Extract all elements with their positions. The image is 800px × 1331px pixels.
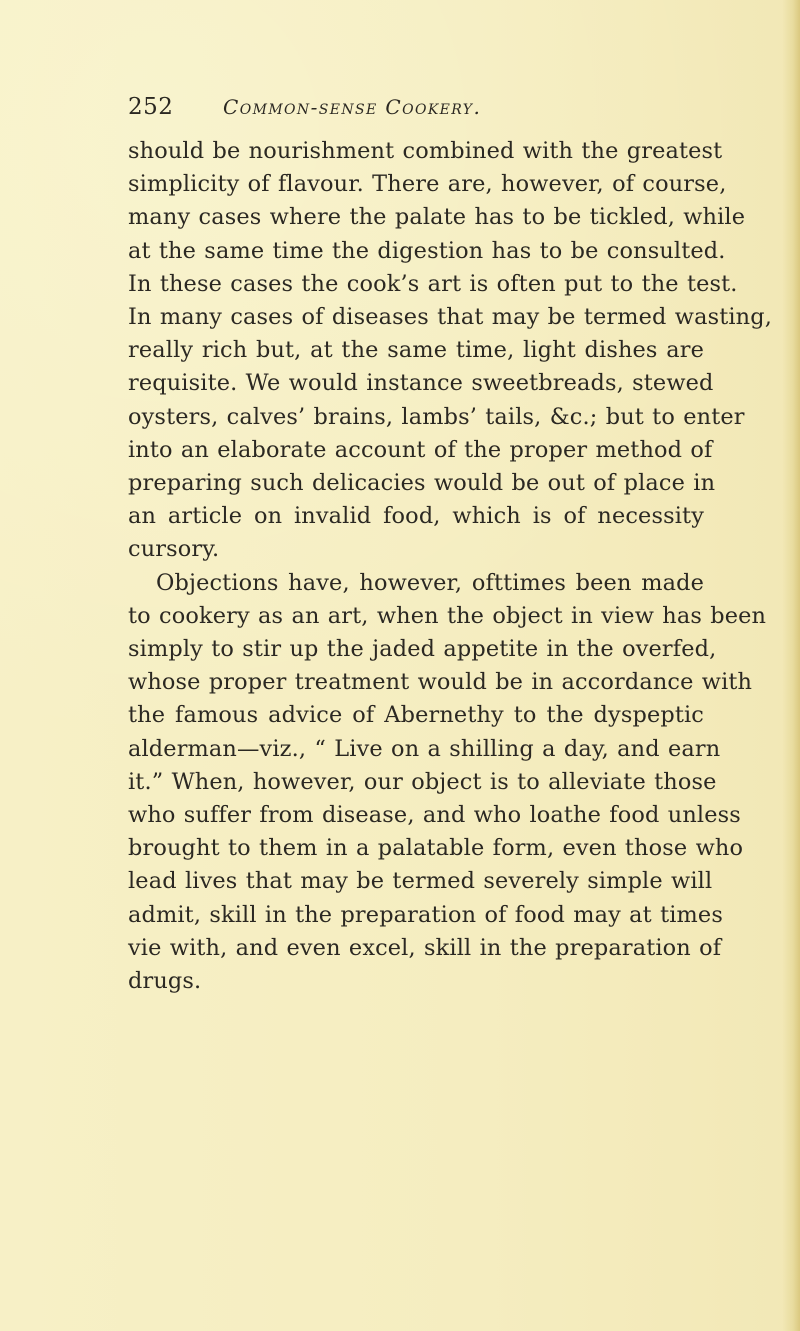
text-line: vie with, and even excel, skill in the preparation of bbox=[128, 934, 722, 961]
text-line: whose proper treatment would be in accordance with bbox=[128, 669, 753, 696]
text-line: brought to them in a palatable form, even those who bbox=[128, 835, 744, 862]
paragraph-start-line: Objections have, however, ofttimes been made bbox=[156, 569, 704, 596]
text-line: requisite. We would instance sweetbreads, stewed bbox=[128, 370, 714, 397]
text-line: simply to stir up the jaded appetite in the overfed, bbox=[128, 636, 717, 663]
text-line: simplicity of flavour. There are, however, of course, bbox=[128, 171, 727, 198]
running-head: Common-sense Cookery. bbox=[223, 95, 482, 119]
text-line: many cases where the palate has to be tickled, while bbox=[128, 204, 746, 231]
text-line: should be nourishment combined with the greatest bbox=[128, 138, 723, 164]
text-line: preparing such delicacies would be out of place in bbox=[128, 470, 716, 497]
text-line: an article on invalid food, which is of necessity bbox=[128, 503, 704, 530]
text-line: the famous advice of Abernethy to the dyspeptic bbox=[128, 702, 704, 729]
text-line: In these cases the cook’s art is often put to the test. bbox=[128, 270, 738, 297]
text-line: really rich but, at the same time, light dishes are bbox=[128, 337, 704, 364]
text-line: oysters, calves’ brains, lambs’ tails, &c.; but to enter bbox=[128, 403, 745, 430]
text-line: into an elaborate account of the proper method of bbox=[128, 436, 713, 463]
text-line: to cookery as an art, when the object in view has been bbox=[128, 602, 767, 629]
text-line: at the same time the digestion has to be consulted. bbox=[128, 237, 726, 264]
text-line: cursory. bbox=[128, 536, 220, 563]
body-text bbox=[128, 135, 773, 998]
page-header bbox=[128, 94, 688, 130]
text-line: it.” When, however, our object is to alleviate those bbox=[128, 768, 717, 795]
text-line: In many cases of diseases that may be termed wasting, bbox=[128, 304, 773, 331]
text-line: lead lives that may be termed severely simple will bbox=[128, 868, 713, 895]
text-line: alderman—viz., “ Live on a shilling a day, and earn bbox=[128, 735, 721, 762]
page-edge-shadow bbox=[782, 0, 800, 1331]
page-number: 252 bbox=[128, 94, 174, 120]
text-line: drugs. bbox=[128, 968, 202, 995]
text-line: who suffer from disease, and who loathe food unless bbox=[128, 802, 741, 829]
text-line: admit, skill in the preparation of food may at times bbox=[128, 901, 723, 928]
